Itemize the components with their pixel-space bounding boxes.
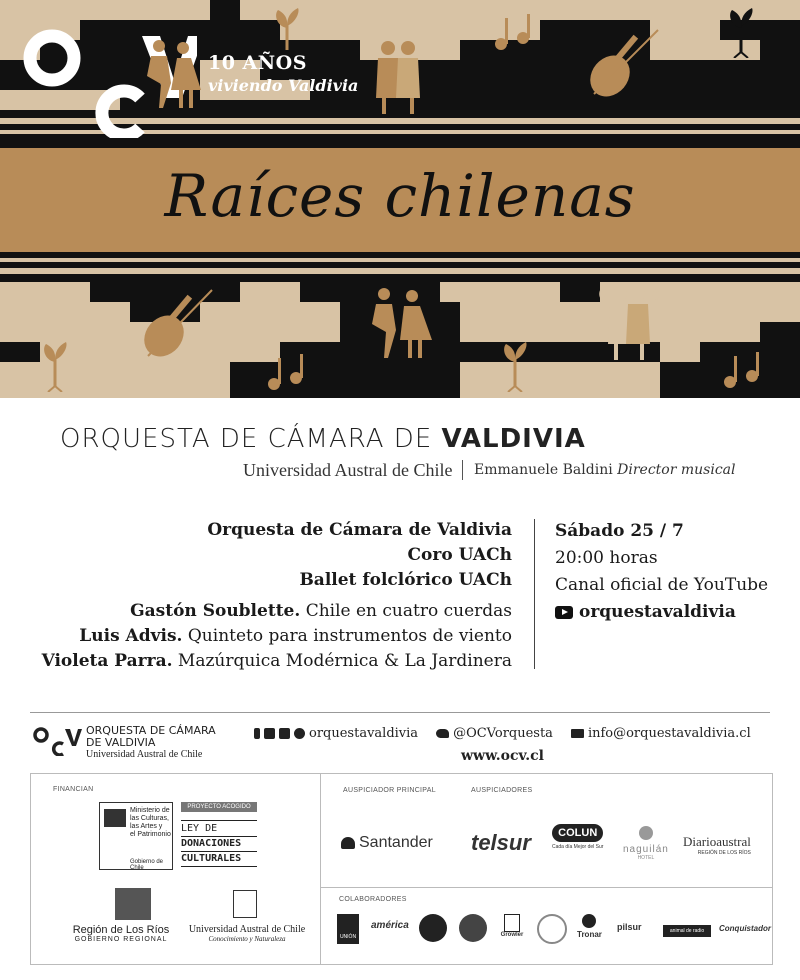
- twitter-handle[interactable]: @OCVorquesta: [453, 726, 553, 741]
- diario-region-label: REGIÓN DE LOS RÍOS: [697, 850, 751, 856]
- twitter-icon[interactable]: [436, 729, 449, 738]
- uach-shield-icon: [233, 890, 257, 918]
- composer-1: Gastón Soublette.: [130, 601, 301, 621]
- work-1: [42, 599, 512, 624]
- collab-badge-1-icon: [419, 914, 447, 942]
- diario-austral-logo: [683, 834, 751, 856]
- director-role: Director musical: [617, 462, 736, 478]
- director-credit: [474, 462, 736, 478]
- principal-sponsor-label: AUSPICIADOR PRINCIPAL: [343, 787, 436, 794]
- sprout-icon-lower: [40, 340, 70, 392]
- singers-icon-lower: [598, 282, 660, 362]
- orchestra-name-light: ORQUESTA DE CÁMARA DE: [60, 424, 433, 454]
- sponsors-label: AUSPICIADORES: [471, 787, 533, 794]
- santander-flame-icon: [341, 837, 355, 849]
- piece-3: Mazúrquica Modérnica & La Jardinera: [177, 651, 512, 671]
- spotify-icon[interactable]: [294, 728, 305, 739]
- email-icon[interactable]: [571, 729, 584, 738]
- region-name: Región de Los Ríos: [72, 924, 170, 936]
- organization-header: [60, 424, 760, 480]
- website-link[interactable]: www.ocv.cl: [461, 748, 544, 764]
- uach-logo: [185, 924, 309, 943]
- anniversary-label: [208, 52, 358, 95]
- telsur-logo: telsur: [471, 830, 531, 855]
- growler-label: Growler: [500, 932, 524, 938]
- university-name: Universidad Austral de Chile: [243, 460, 453, 480]
- ley-donaciones-logo: [181, 802, 257, 867]
- instagram-icon[interactable]: [264, 728, 275, 739]
- naguilan-logo: [623, 826, 669, 861]
- colun-label: COLUN: [552, 824, 603, 842]
- dancing-couple-icon: [137, 38, 207, 110]
- proyecto-acogido-label: PROYECTO ACOGIDO: [181, 802, 257, 812]
- composer-2: Luis Advis.: [79, 626, 183, 646]
- program-divider: [534, 519, 535, 669]
- years-label: 10 AÑOS: [208, 52, 307, 74]
- gobierno-chile-label: Gobierno de Chile: [130, 859, 164, 871]
- singers-icon: [372, 38, 424, 114]
- event-title: Raíces chilenas: [164, 162, 636, 230]
- sprout-icon: [272, 6, 302, 50]
- chile-shield-icon: [104, 809, 126, 827]
- title-band: [0, 148, 800, 252]
- orchestra-name-bold: VALDIVIA: [441, 424, 586, 454]
- orchestra-name: [60, 424, 760, 454]
- ministry-line-2: las Culturas,: [130, 815, 169, 822]
- naguilan-hotel-label: HOTEL: [637, 855, 655, 861]
- ministry-line-4: el Patrimonio: [130, 831, 171, 838]
- colun-tagline: Cada día Mejor del Sur: [552, 844, 604, 850]
- anniversary-subtitle: viviendo Valdivia: [208, 76, 359, 95]
- collab-pilsur-logo: pilsur: [617, 922, 642, 932]
- region-los-rios-logo: [61, 924, 181, 943]
- ensemble-2: Coro UACh: [407, 545, 512, 565]
- region-subtitle: GOBIERNO REGIONAL: [74, 936, 168, 943]
- sponsors-panel: [30, 773, 773, 965]
- ley-de-label: LEY DE: [181, 823, 218, 834]
- collab-union-logo: UNIÓN: [337, 914, 359, 944]
- violin-icon-lower: [138, 286, 218, 362]
- collab-america-logo: américa: [371, 920, 409, 931]
- sprout-icon-lower-mid: [500, 340, 530, 392]
- santander-label: Santander: [359, 834, 433, 851]
- ensemble-1: Orquesta de Cámara de Valdivia: [207, 520, 512, 540]
- uach-name: Universidad Austral de Chile: [188, 924, 306, 935]
- youtube-link[interactable]: [555, 599, 768, 626]
- financian-column: [31, 774, 321, 964]
- youtube-icon: [555, 606, 573, 619]
- donaciones-label: DONACIONES: [181, 836, 257, 851]
- collab-badge-3-icon: [537, 914, 567, 944]
- growler-icon: [504, 914, 520, 932]
- event-date: Sábado 25 / 7: [555, 521, 684, 541]
- work-3: [42, 649, 512, 674]
- footer-divider: [30, 712, 770, 713]
- naguilan-mountain-icon: [639, 826, 653, 840]
- event-channel: Canal oficial de YouTube: [555, 575, 769, 595]
- ocv-small-logo: [32, 726, 82, 756]
- collab-conquistador-logo: Conquistador: [719, 924, 771, 933]
- diario-label: Diarioaustral: [683, 834, 751, 849]
- event-banner: [0, 0, 800, 398]
- collab-tronar-logo: [577, 914, 602, 939]
- facebook-icon[interactable]: [254, 728, 260, 739]
- director-name: Emmanuele Baldini: [474, 462, 613, 478]
- collaborators-label: COLABORADORES: [339, 896, 407, 903]
- footer-university: Universidad Austral de Chile: [86, 749, 203, 760]
- music-notes-icon-right: [722, 350, 766, 390]
- event-time: 20:00 horas: [555, 548, 658, 568]
- collab-animal-de-radio-logo: animal de radio: [663, 925, 711, 937]
- piece-2: Quinteto para instrumentos de viento: [187, 626, 512, 646]
- header-separator: [462, 460, 463, 480]
- social-handle[interactable]: orquestavaldivia: [309, 726, 419, 741]
- financian-label: FINANCIAN: [53, 786, 94, 793]
- email-address[interactable]: info@orquestavaldivia.cl: [587, 726, 751, 741]
- naguilan-label: naguilán: [623, 844, 669, 855]
- music-notes-icon-lower: [266, 352, 310, 392]
- footer-orchestra-name: [86, 725, 216, 761]
- piece-1: Chile en cuatro cuerdas: [305, 601, 512, 621]
- ensemble-3: Ballet folclórico UACh: [299, 570, 512, 590]
- violin-icon: [584, 22, 664, 102]
- work-2: [42, 624, 512, 649]
- dancing-couple-icon-lower: [364, 286, 436, 360]
- santander-logo: [341, 834, 433, 852]
- program-list: [42, 518, 512, 674]
- region-los-rios-emblem-icon: [115, 888, 151, 920]
- footer-name-line-2: DE VALDIVIA: [86, 736, 156, 749]
- youtube-handle: orquestavaldivia: [579, 602, 736, 622]
- colun-logo: [552, 824, 603, 850]
- sprout-icon-right: [726, 6, 756, 58]
- culturales-label: CULTURALES: [181, 851, 257, 867]
- ministry-line-1: Ministerio de: [130, 807, 170, 814]
- youtube-small-icon[interactable]: [279, 728, 290, 739]
- ministry-logo: [99, 802, 173, 870]
- social-links: [254, 726, 751, 741]
- tronar-label: Tronar: [577, 930, 602, 939]
- composer-3: Violeta Parra.: [41, 651, 173, 671]
- ministry-line-3: las Artes y: [130, 823, 163, 830]
- collab-badge-2-icon: [459, 914, 487, 942]
- footer-name-line-1: ORQUESTA DE CÁMARA: [86, 724, 216, 737]
- event-details: [555, 518, 768, 626]
- uach-motto: Conocimiento y Naturaleza: [208, 935, 286, 943]
- music-notes-icon: [493, 12, 537, 52]
- collab-growler-logo: [497, 914, 527, 938]
- tronar-icon: [582, 914, 596, 928]
- sponsors-row-divider: [321, 887, 773, 888]
